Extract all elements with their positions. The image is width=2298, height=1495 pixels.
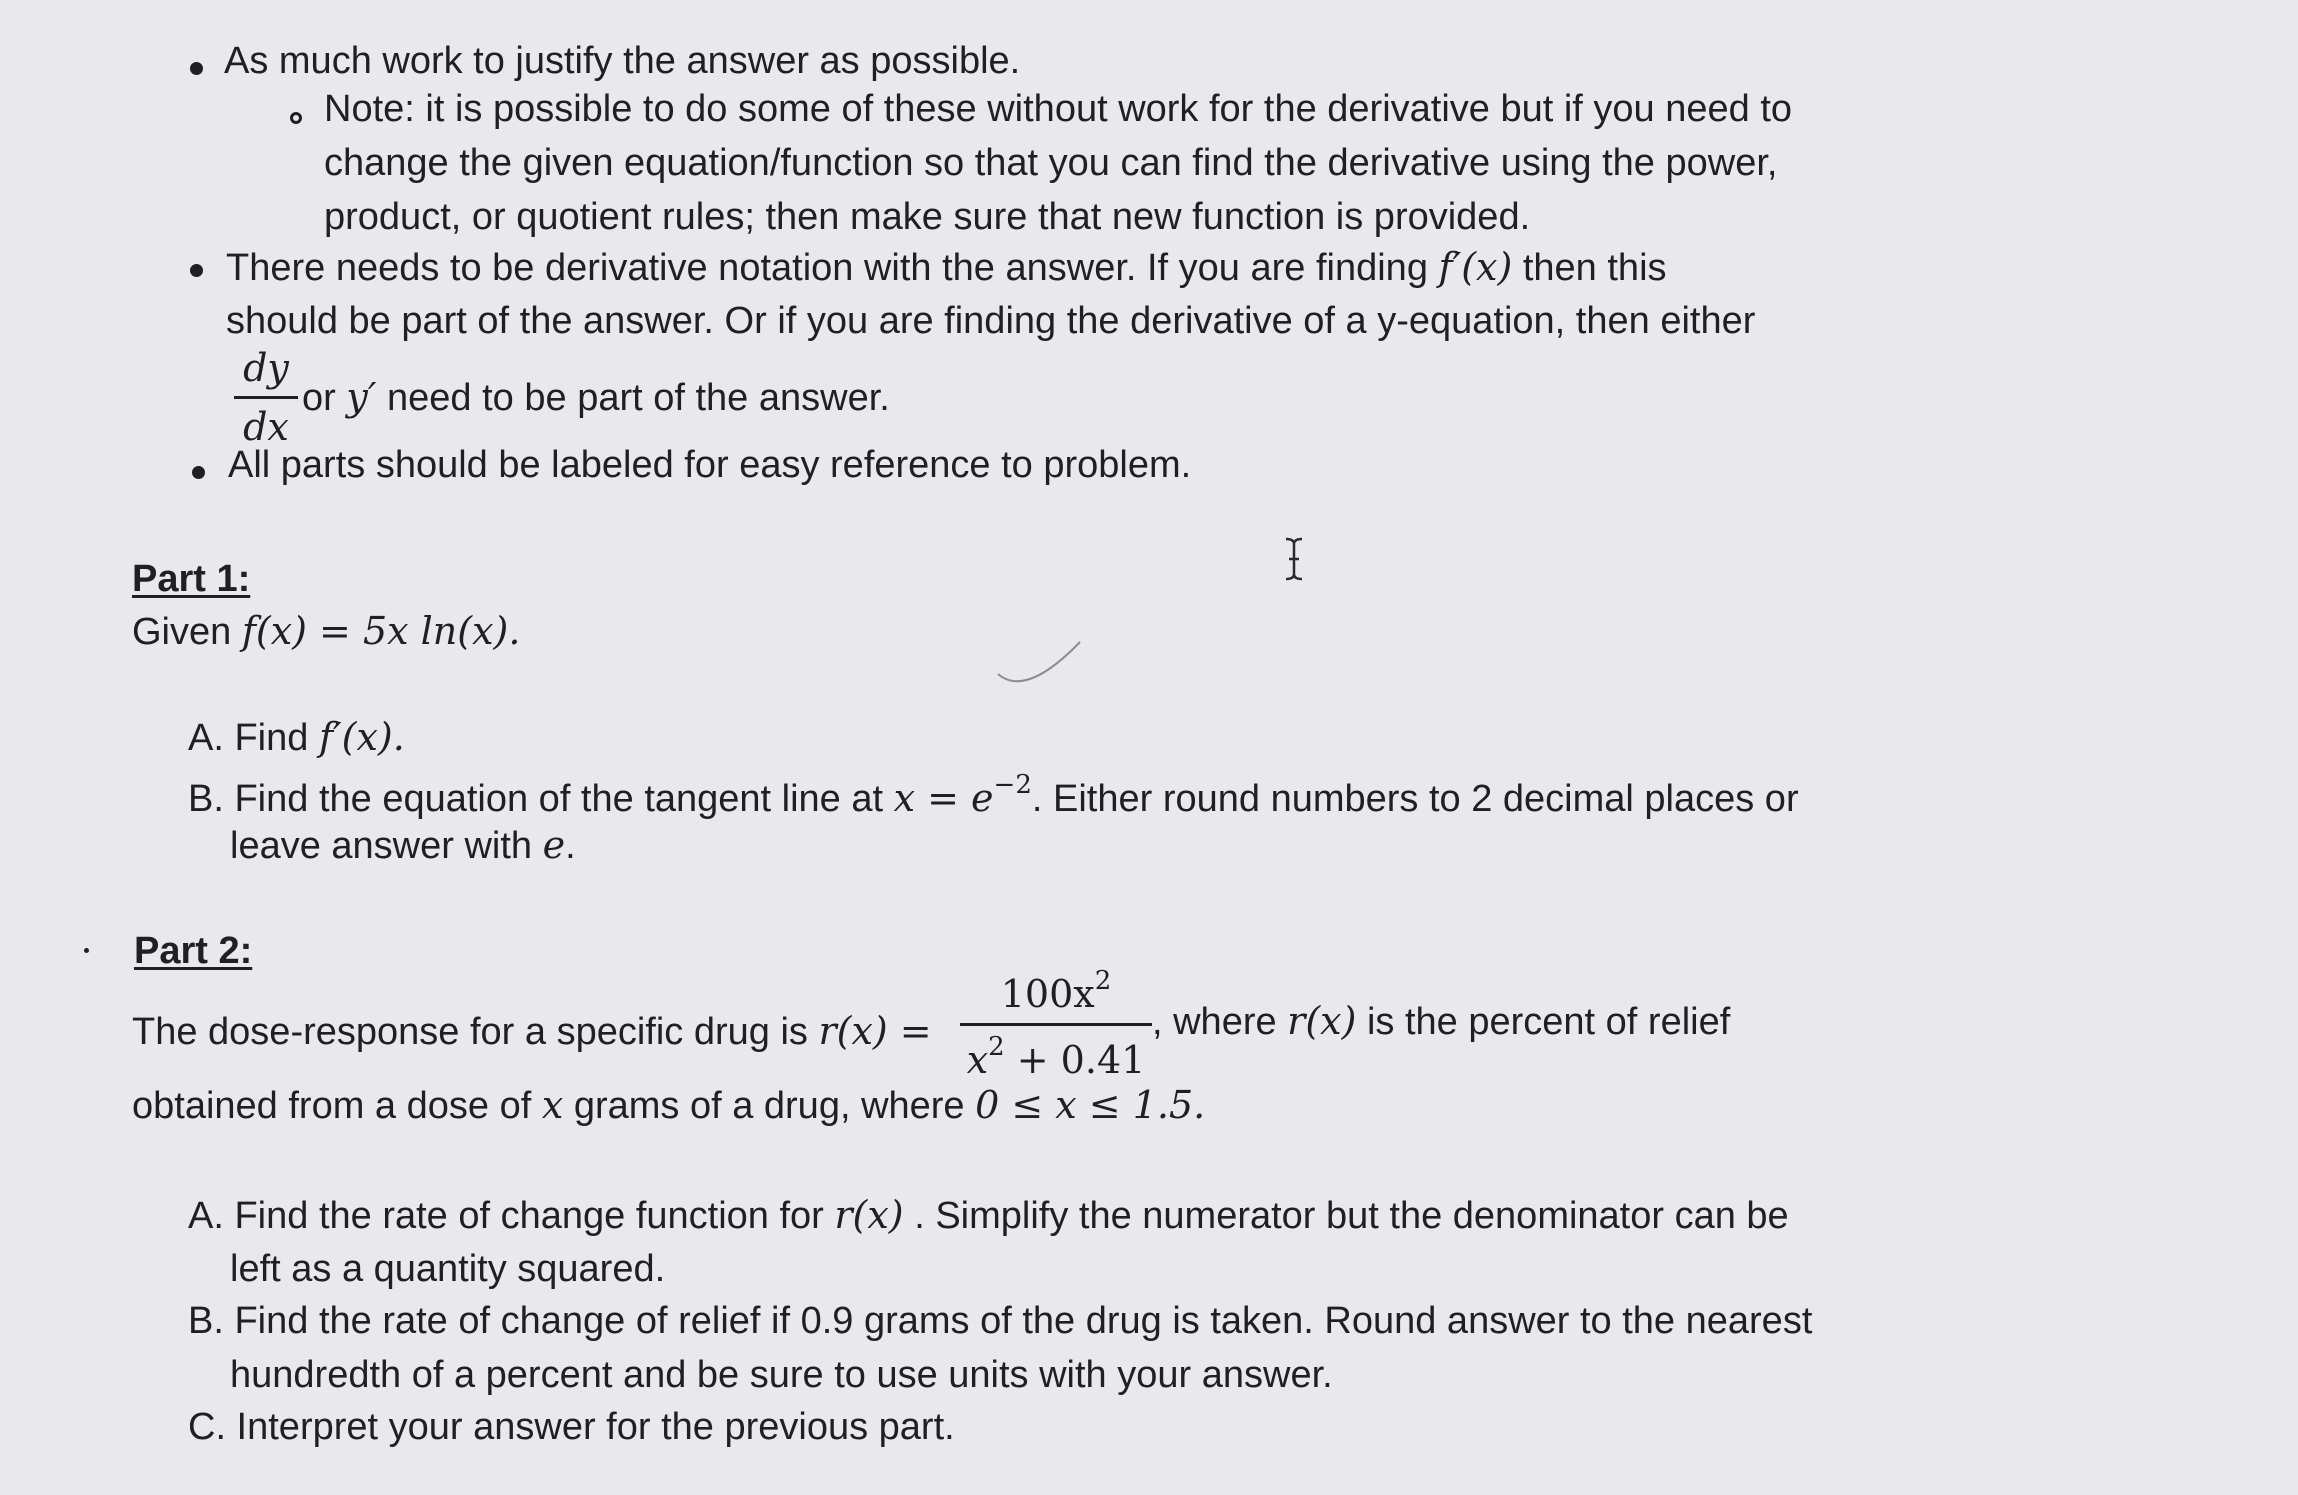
instruction-bullet-2-line-1: There needs to be derivative notation with the answer. If you are finding f′(x) then this	[226, 245, 1667, 289]
part-2-heading: Part 2:	[134, 930, 253, 972]
part-2-intro-line-1: The dose-response for a specific drug is r(x) =	[132, 1009, 932, 1053]
part-1-given: Given f(x) = 5x ln(x).	[132, 609, 521, 653]
note-line-1: Note: it is possible to do some of these without work for the derivative but if you need to	[324, 88, 1793, 130]
instruction-bullet-2-line-2: should be part of the answer. Or if you are finding the derivative of a y-equation, then either	[226, 300, 1756, 342]
part-2-question-c: C. Interpret your answer for the previous part.	[188, 1406, 955, 1448]
instruction-bullet-3: All parts should be labeled for easy reference to problem.	[228, 444, 1192, 486]
part-2-question-a-line-1: A. Find the rate of change function for r(x) . Simplify the numerator but the denominator can be	[188, 1193, 1789, 1237]
part-2-question-b-line-2: hundredth of a percent and be sure to use units with your answer.	[230, 1354, 1333, 1396]
sub-bullet-circle	[290, 112, 302, 124]
instruction-bullet-1: As much work to justify the answer as possible.	[224, 40, 1021, 82]
part-1-question-a: A. Find f′(x).	[188, 715, 405, 759]
part-2-intro-line-1-cont: , where r(x) is the percent of relief	[1152, 999, 1731, 1043]
dy-dx-fraction: dy dx	[234, 346, 298, 449]
bullet-dot	[190, 264, 203, 277]
bullet-dot	[192, 466, 205, 479]
part-1-heading: Part 1:	[132, 558, 251, 600]
bullet-dot	[190, 62, 203, 75]
margin-dot	[84, 948, 89, 953]
text-cursor-icon	[1282, 536, 1306, 582]
part-1-question-b-line-2: leave answer with e.	[230, 823, 576, 867]
instruction-bullet-2-line-3: or y′ need to be part of the answer.	[302, 375, 890, 419]
note-line-3: product, or quotient rules; then make sure that new function is provided.	[324, 196, 1531, 238]
part-2-question-a-line-2: left as a quantity squared.	[230, 1248, 666, 1290]
part-2-question-b-line-1: B. Find the rate of change of relief if 0.9 grams of the drug is taken. Round answer to the nearest	[188, 1300, 1813, 1342]
part-1-question-b-line-1: B. Find the equation of the tangent line at $x = e^{-2}$. Either round numbers to 2 decimal places or	[188, 770, 1799, 820]
note-line-2: change the given equation/function so that you can find the derivative using the power,	[324, 142, 1778, 184]
dose-response-fraction: $100x^2$ $x^2 + 0.41$	[960, 966, 1152, 1083]
pen-mark	[996, 636, 1086, 692]
part-2-intro-line-2: obtained from a dose of x grams of a drug, where 0 ≤ x ≤ 1.5.	[132, 1083, 1206, 1127]
